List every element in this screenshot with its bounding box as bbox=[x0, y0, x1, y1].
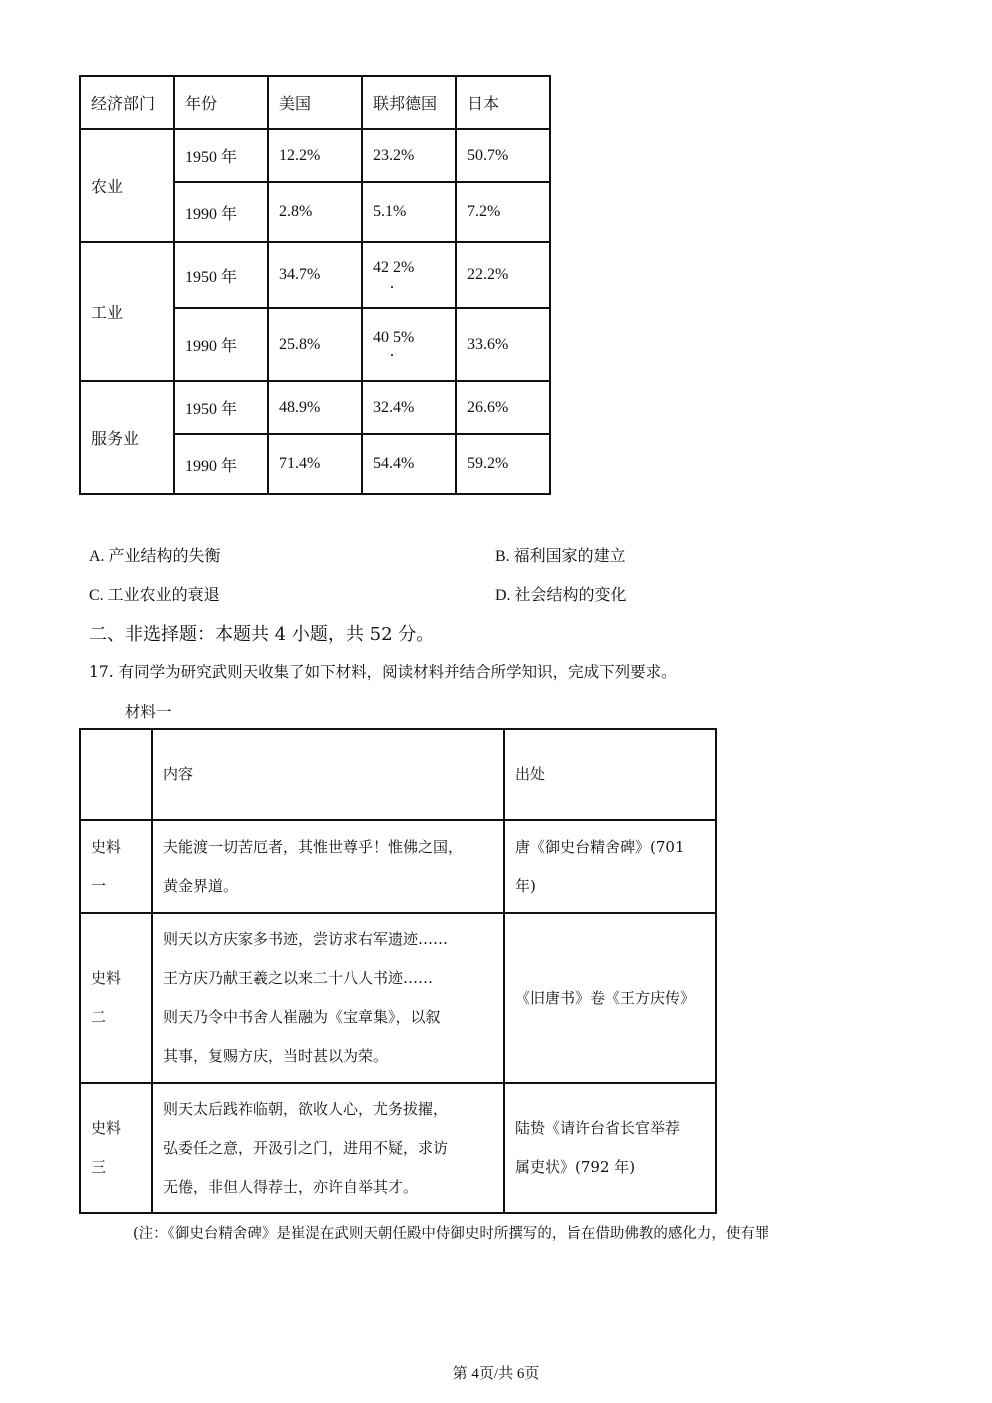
decimal-dot bbox=[391, 354, 393, 356]
table-row bbox=[80, 129, 550, 182]
year-cell: 1950 年 bbox=[174, 381, 268, 434]
content-line: 夫能渡一切苦厄者，其惟世尊乎！惟佛之国， bbox=[163, 837, 464, 856]
option-d: D. 社会结构的变化 bbox=[495, 587, 627, 604]
table-row bbox=[80, 913, 716, 1083]
row-content bbox=[152, 913, 504, 1083]
header-sector: 经济部门 bbox=[80, 76, 174, 129]
header-source: 出处 bbox=[504, 729, 716, 820]
sector-cell: 工业 bbox=[80, 242, 174, 381]
option-a: A. 产业结构的失衡 bbox=[89, 548, 221, 565]
label-line: 史料 bbox=[91, 1119, 122, 1137]
value-cell: 40 5% bbox=[362, 308, 456, 381]
section-title: 二、非选择题：本题共 4 小题，共 52 分。 bbox=[89, 624, 435, 645]
content-line: 则天太后践祚临朝，欲收人心，尤务拔擢， bbox=[163, 1099, 449, 1118]
row-content bbox=[152, 820, 504, 913]
value-cell: 26.6% bbox=[456, 381, 550, 434]
table-header-row bbox=[80, 76, 550, 129]
year-cell: 1990 年 bbox=[174, 434, 268, 494]
header-japan: 日本 bbox=[456, 76, 550, 129]
content-line: 则天乃令中书舍人崔融为《宝章集》，以叙 bbox=[163, 1008, 441, 1026]
value-cell: 32.4% bbox=[362, 381, 456, 434]
material-table bbox=[79, 728, 717, 1214]
sector-cell: 农业 bbox=[80, 129, 174, 242]
table-row bbox=[80, 242, 550, 308]
option-c: C. 工业农业的衰退 bbox=[89, 587, 220, 604]
header-empty bbox=[80, 729, 152, 820]
table-row bbox=[80, 820, 716, 913]
label-line: 三 bbox=[91, 1158, 107, 1176]
material-label: 材料一 bbox=[125, 703, 172, 721]
source-line: 属吏状》(792 年) bbox=[515, 1158, 636, 1176]
label-line: 史料 bbox=[91, 969, 122, 987]
source-line: 年) bbox=[515, 876, 536, 895]
value-cell: 5.1% bbox=[362, 182, 456, 242]
content-line: 其事，复赐方庆，当时甚以为荣。 bbox=[163, 1047, 389, 1065]
option-b: B. 福利国家的建立 bbox=[495, 548, 626, 565]
header-west-germany: 联邦德国 bbox=[362, 76, 456, 129]
table-row bbox=[80, 381, 550, 434]
value-cell: 71.4% bbox=[268, 434, 362, 494]
label-line: 史料 bbox=[91, 837, 122, 856]
table-row bbox=[80, 1083, 716, 1213]
row-label bbox=[80, 820, 152, 913]
row-label bbox=[80, 1083, 152, 1213]
year-cell: 1950 年 bbox=[174, 242, 268, 308]
economic-structure-table bbox=[79, 75, 551, 495]
question-17: 17. 有同学为研究武则天收集了如下材料，阅读材料并结合所学知识，完成下列要求。 bbox=[89, 663, 677, 681]
content-line: 黄金界道。 bbox=[163, 876, 239, 895]
sector-cell: 服务业 bbox=[80, 381, 174, 494]
value-cell: 22.2% bbox=[456, 242, 550, 308]
value-cell: 50.7% bbox=[456, 129, 550, 182]
content-line: 王方庆乃献王羲之以来二十八人书迹…… bbox=[163, 969, 434, 987]
value-cell: 12.2% bbox=[268, 129, 362, 182]
value-cell: 59.2% bbox=[456, 434, 550, 494]
header-year: 年份 bbox=[174, 76, 268, 129]
decimal-dot bbox=[391, 286, 393, 288]
label-line: 一 bbox=[91, 876, 107, 895]
content-line: 则天以方庆家多书迹，尝访求右军遗迹…… bbox=[163, 930, 449, 948]
row-source bbox=[504, 1083, 716, 1213]
table-header-row bbox=[80, 729, 716, 820]
source-line: 陆贽《请许台省长官举荐 bbox=[515, 1119, 681, 1137]
row-source bbox=[504, 820, 716, 913]
source-line: 《旧唐书》卷《王方庆传》 bbox=[515, 988, 696, 1007]
value-cell: 34.7% bbox=[268, 242, 362, 308]
value-cell: 48.9% bbox=[268, 381, 362, 434]
value-cell: 25.8% bbox=[268, 308, 362, 381]
header-usa: 美国 bbox=[268, 76, 362, 129]
content-line: 无倦，非但人得荐士，亦许自举其才。 bbox=[163, 1177, 419, 1196]
footnote: (注：《御史台精舍碑》是崔湜在武则天朝任殿中侍御史时所撰写的，旨在借助佛教的感化力，使有罪 bbox=[133, 1226, 770, 1242]
header-content: 内容 bbox=[152, 729, 504, 820]
row-label bbox=[80, 913, 152, 1083]
row-source bbox=[504, 913, 716, 1083]
value-cell: 42 2% bbox=[362, 242, 456, 308]
year-cell: 1950 年 bbox=[174, 129, 268, 182]
value-cell: 23.2% bbox=[362, 129, 456, 182]
year-cell: 1990 年 bbox=[174, 182, 268, 242]
content-line: 弘委任之意，开汲引之门，进用不疑，求访 bbox=[163, 1138, 449, 1157]
row-content bbox=[152, 1083, 504, 1213]
source-line: 唐《御史台精舍碑》(701 bbox=[515, 837, 685, 856]
page-footer: 第 4页/共 6页 bbox=[452, 1366, 540, 1382]
value-cell: 2.8% bbox=[268, 182, 362, 242]
value-cell: 54.4% bbox=[362, 434, 456, 494]
year-cell: 1990 年 bbox=[174, 308, 268, 381]
value-cell: 7.2% bbox=[456, 182, 550, 242]
label-line: 二 bbox=[91, 1008, 107, 1026]
value-cell: 33.6% bbox=[456, 308, 550, 381]
